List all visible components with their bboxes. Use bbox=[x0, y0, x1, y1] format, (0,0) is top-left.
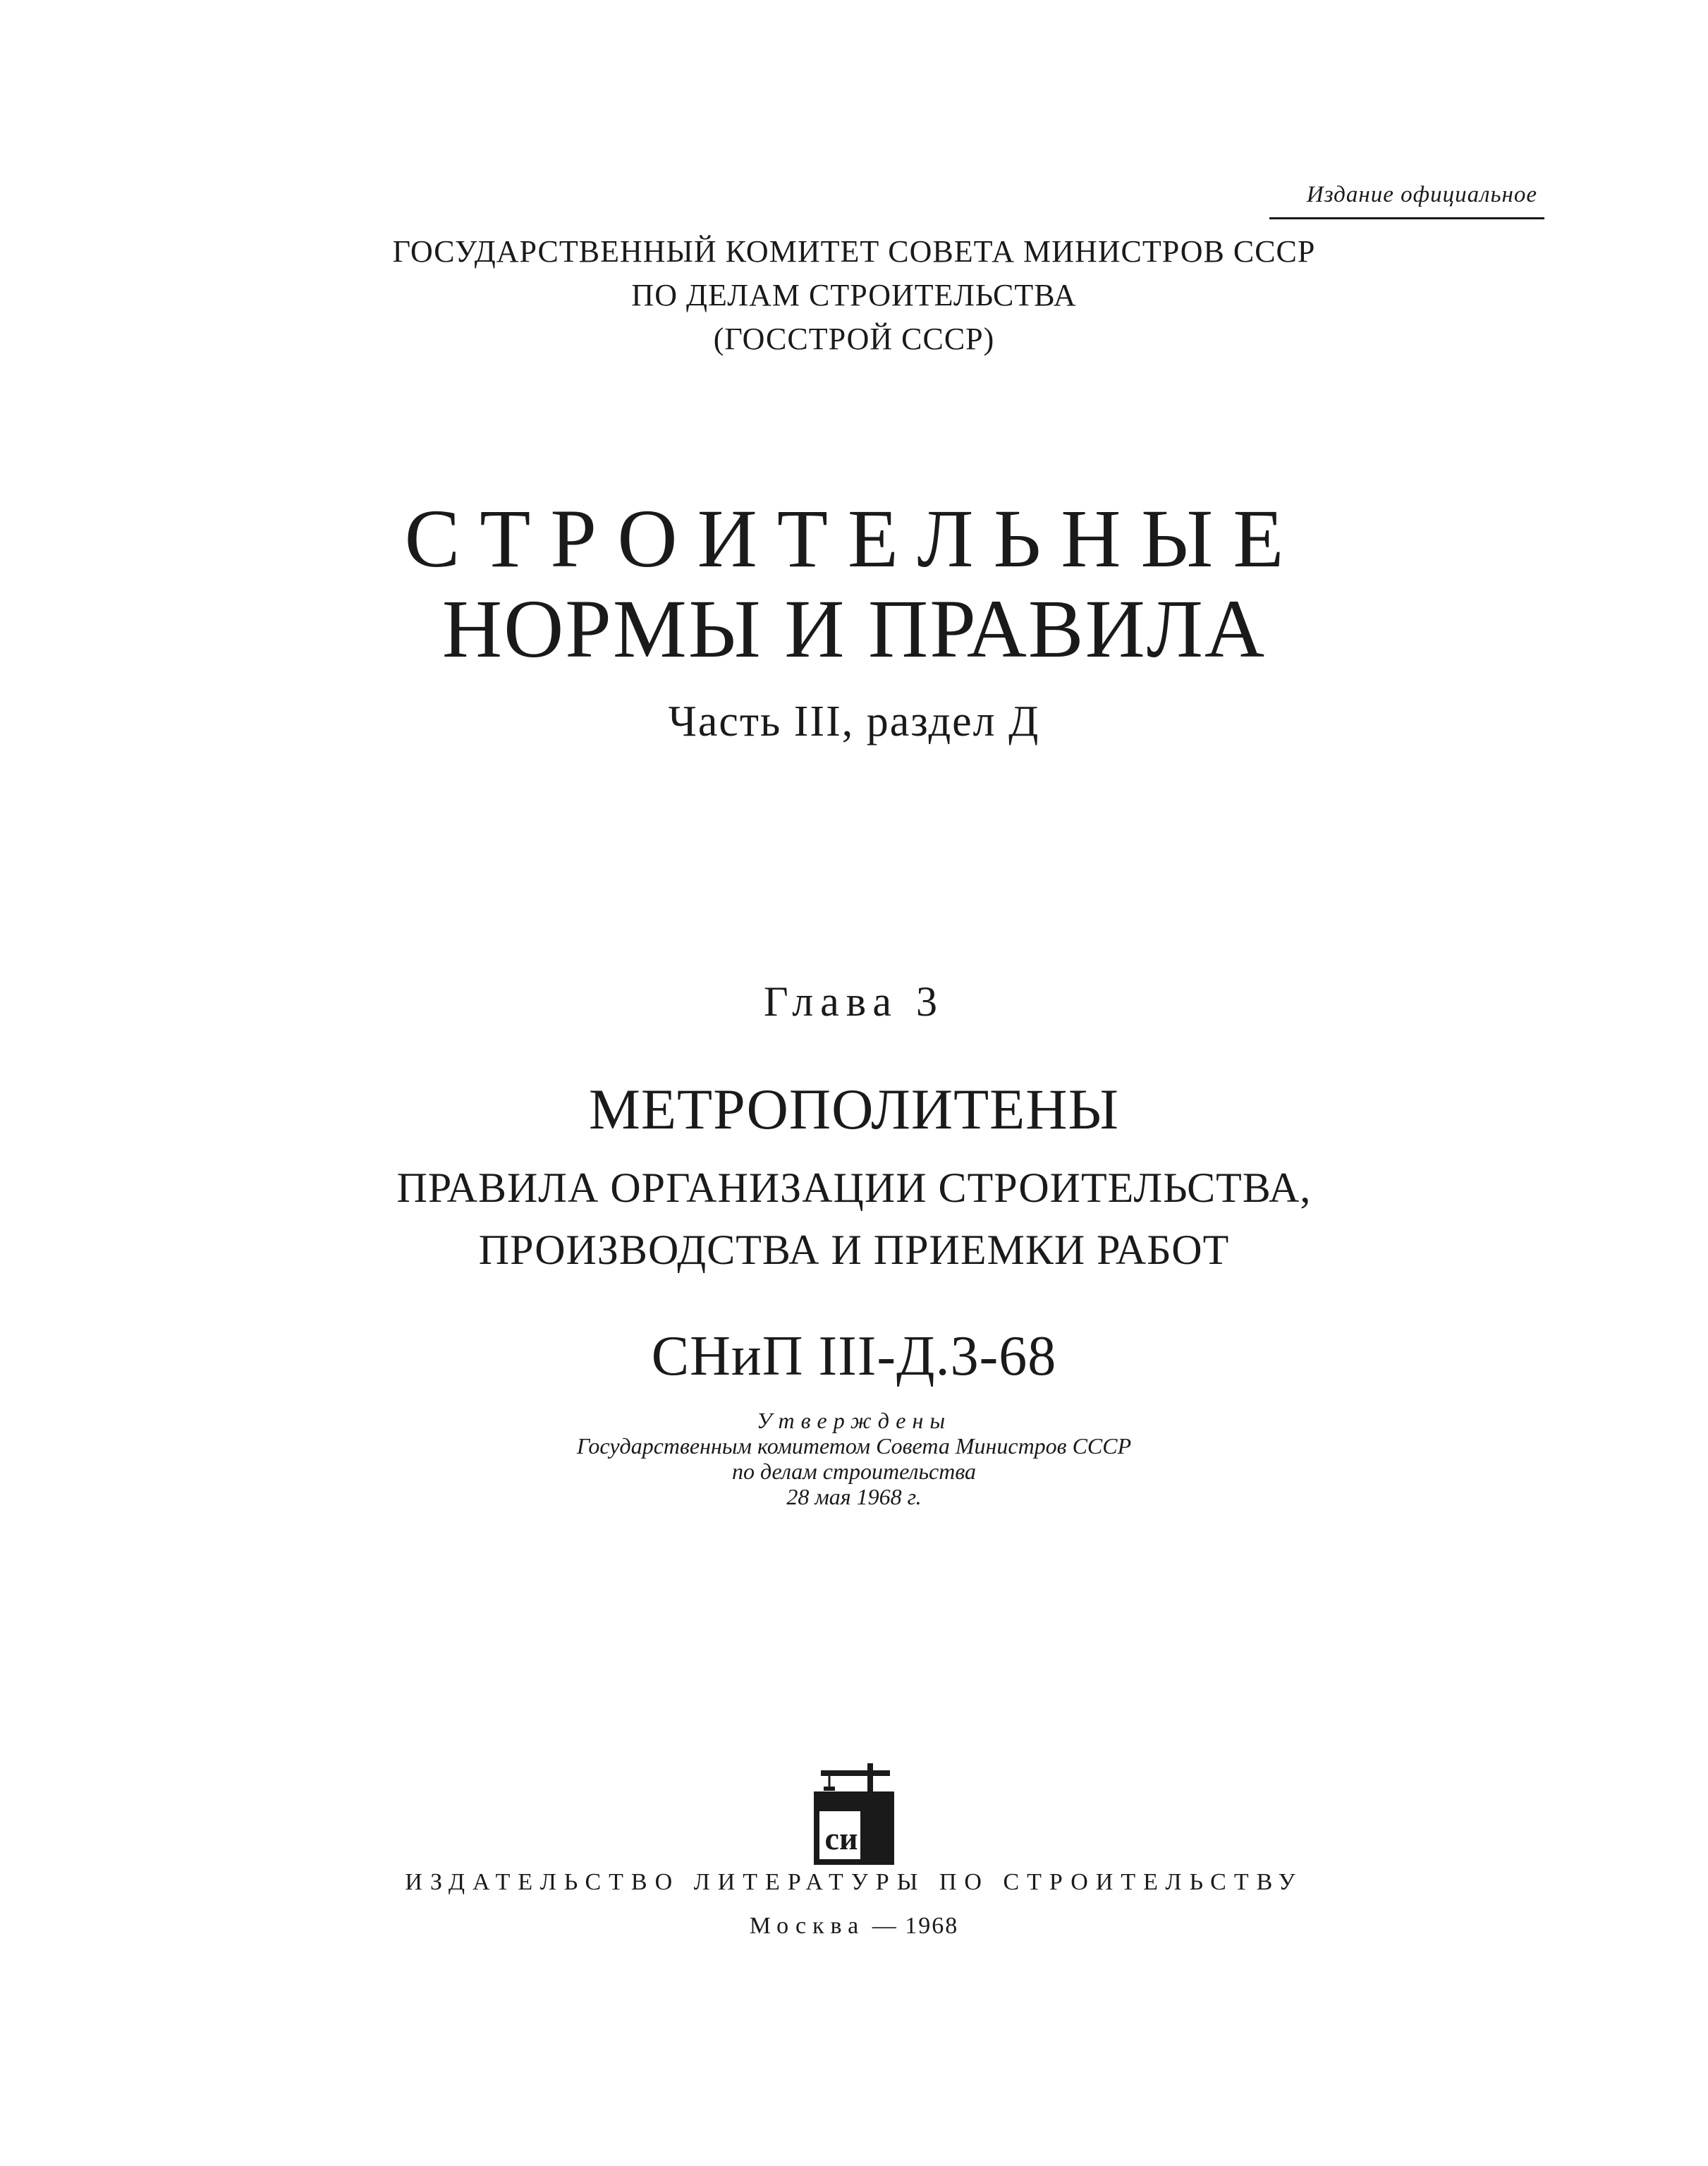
logo-crane-mast bbox=[867, 1763, 873, 1791]
chapter-title bbox=[0, 1157, 1708, 1281]
approval-line-4: 28 мая 1968 г. bbox=[786, 1484, 922, 1509]
title-line-1: СТРОИТЕЛЬНЫЕ bbox=[404, 492, 1304, 585]
part-section: Часть III, раздел Д bbox=[668, 698, 1040, 746]
document-code: СНиП III-Д.3-68 bbox=[651, 1325, 1057, 1387]
chapter-title-line-1: ПРАВИЛА ОРГАНИЗАЦИИ СТРОИТЕЛЬСТВА, bbox=[396, 1164, 1312, 1211]
approval-line-1: Утверждены bbox=[756, 1408, 952, 1433]
imprint-separator: — bbox=[865, 1913, 905, 1939]
committee-line-2: ПО ДЕЛАМ СТРОИТЕЛЬСТВА bbox=[631, 278, 1077, 312]
committee-heading bbox=[0, 230, 1708, 361]
document-title bbox=[0, 494, 1708, 674]
logo-top-band bbox=[818, 1796, 890, 1811]
logo-crane-jib bbox=[821, 1770, 890, 1776]
imprint bbox=[0, 1913, 1708, 1940]
imprint-city: Москва bbox=[749, 1913, 865, 1939]
chapter-title-line-2: ПРОИЗВОДСТВА И ПРИЕМКИ РАБОТ bbox=[478, 1227, 1230, 1273]
publisher-logo-icon bbox=[808, 1763, 900, 1869]
edition-underline bbox=[1269, 217, 1544, 219]
edition-label: Издание официальное bbox=[1306, 182, 1537, 207]
logo-crane-hook bbox=[824, 1787, 835, 1791]
chapter-subject: МЕТРОПОЛИТЕНЫ bbox=[588, 1077, 1119, 1141]
approval-note bbox=[0, 1408, 1708, 1509]
approval-line-2: Государственным комитетом Совета Министров СССР bbox=[576, 1433, 1132, 1459]
publisher-name: ИЗДАТЕЛЬСТВО ЛИТЕРАТУРЫ ПО СТРОИТЕЛЬСТВУ bbox=[405, 1869, 1303, 1895]
committee-line-3: (ГОССТРОЙ СССР) bbox=[713, 322, 995, 356]
imprint-year: 1968 bbox=[905, 1913, 959, 1939]
chapter-number: Глава 3 bbox=[764, 978, 944, 1025]
title-line-2: НОРМЫ И ПРАВИЛА bbox=[441, 583, 1267, 675]
approval-line-3: по делам строительства bbox=[731, 1459, 977, 1484]
logo-right-block bbox=[860, 1811, 890, 1861]
committee-line-1: ГОСУДАРСТВЕННЫЙ КОМИТЕТ СОВЕТА МИНИСТРОВ СССР bbox=[392, 234, 1316, 269]
logo-text: си bbox=[824, 1820, 858, 1856]
